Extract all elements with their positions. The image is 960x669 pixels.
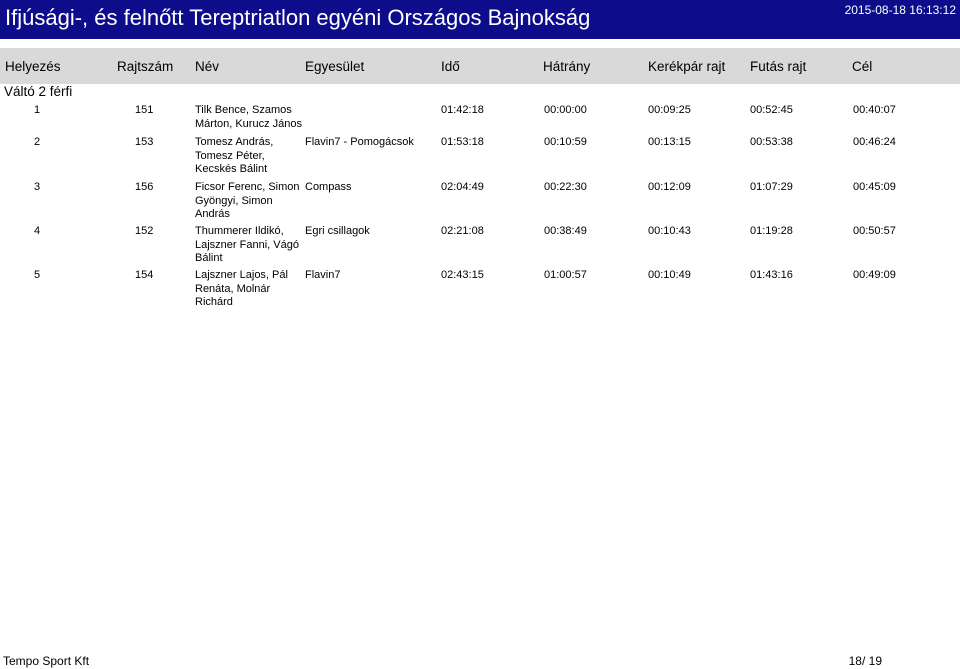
place-cell: 5	[34, 269, 41, 281]
time-cell: 01:42:18	[441, 104, 484, 116]
finish-cell: 00:45:09	[853, 181, 896, 193]
club-cell: Egri csillagok	[305, 225, 370, 237]
bib-cell: 151	[135, 104, 154, 116]
run-cell: 01:07:29	[750, 181, 793, 193]
finish-cell: 00:49:09	[853, 269, 896, 281]
page-title: Ifjúsági-, és felnőtt Tereptriatlon egyéni Országos Bajnokság	[5, 5, 591, 30]
column-header-row	[0, 48, 960, 84]
time-cell: 02:21:08	[441, 225, 484, 237]
col-name: Név	[195, 59, 220, 74]
col-finish: Cél	[852, 59, 873, 74]
bike-cell: 00:13:15	[648, 136, 691, 148]
club-cell: Flavin7	[305, 269, 341, 281]
club-cell: Flavin7 - Pomogácsok	[305, 136, 414, 148]
col-club: Egyesület	[305, 59, 365, 74]
name-cell: Ficsor Ferenc, Simon Gyöngyi, Simon András	[195, 181, 300, 220]
time-cell: 01:53:18	[441, 136, 484, 148]
name-cell: Thummerer Ildikó, Lajszner Fanni, Vágó Bálint	[195, 225, 299, 264]
bike-cell: 00:10:49	[648, 269, 691, 281]
bike-cell: 00:09:25	[648, 104, 691, 116]
name-cell: Tilk Bence, Szamos Márton, Kurucz János	[195, 104, 302, 130]
bib-cell: 156	[135, 181, 154, 193]
bib-cell: 152	[135, 225, 154, 237]
club-cell: Compass	[305, 181, 352, 193]
col-time: Idő	[441, 59, 460, 74]
name-cell: Tomesz András, Tomesz Péter, Kecskés Bálint	[195, 136, 274, 175]
col-placement: Helyezés	[5, 59, 61, 74]
gap-cell: 00:00:00	[544, 104, 587, 116]
timestamp: 2015-08-18 16:13:12	[844, 3, 956, 17]
run-cell: 00:52:45	[750, 104, 793, 116]
gap-cell: 00:38:49	[544, 225, 587, 237]
time-cell: 02:43:15	[441, 269, 484, 281]
run-cell: 00:53:38	[750, 136, 793, 148]
bike-cell: 00:12:09	[648, 181, 691, 193]
bib-cell: 153	[135, 136, 154, 148]
time-cell: 02:04:49	[441, 181, 484, 193]
col-bike-start: Kerékpár rajt	[648, 59, 726, 74]
col-gap: Hátrány	[543, 59, 591, 74]
name-cell: Lajszner Lajos, Pál Renáta, Molnár Richárd	[195, 269, 288, 308]
col-bib: Rajtszám	[117, 59, 174, 74]
finish-cell: 00:46:24	[853, 136, 896, 148]
col-run-start: Futás rajt	[750, 59, 807, 74]
gap-cell: 01:00:57	[544, 269, 587, 281]
title-bar	[0, 0, 960, 39]
place-cell: 4	[34, 225, 41, 237]
run-cell: 01:43:16	[750, 269, 793, 281]
finish-cell: 00:50:57	[853, 225, 896, 237]
bib-cell: 154	[135, 269, 154, 281]
footer-company: Tempo Sport Kft	[3, 654, 90, 668]
place-cell: 2	[34, 136, 41, 148]
place-cell: 1	[34, 104, 41, 116]
category-title: Váltó 2 férfi	[4, 84, 73, 99]
finish-cell: 00:40:07	[853, 104, 896, 116]
bike-cell: 00:10:43	[648, 225, 691, 237]
run-cell: 01:19:28	[750, 225, 793, 237]
gap-cell: 00:10:59	[544, 136, 587, 148]
gap-cell: 00:22:30	[544, 181, 587, 193]
place-cell: 3	[34, 181, 41, 193]
footer-page-number: 18/ 19	[848, 654, 882, 668]
